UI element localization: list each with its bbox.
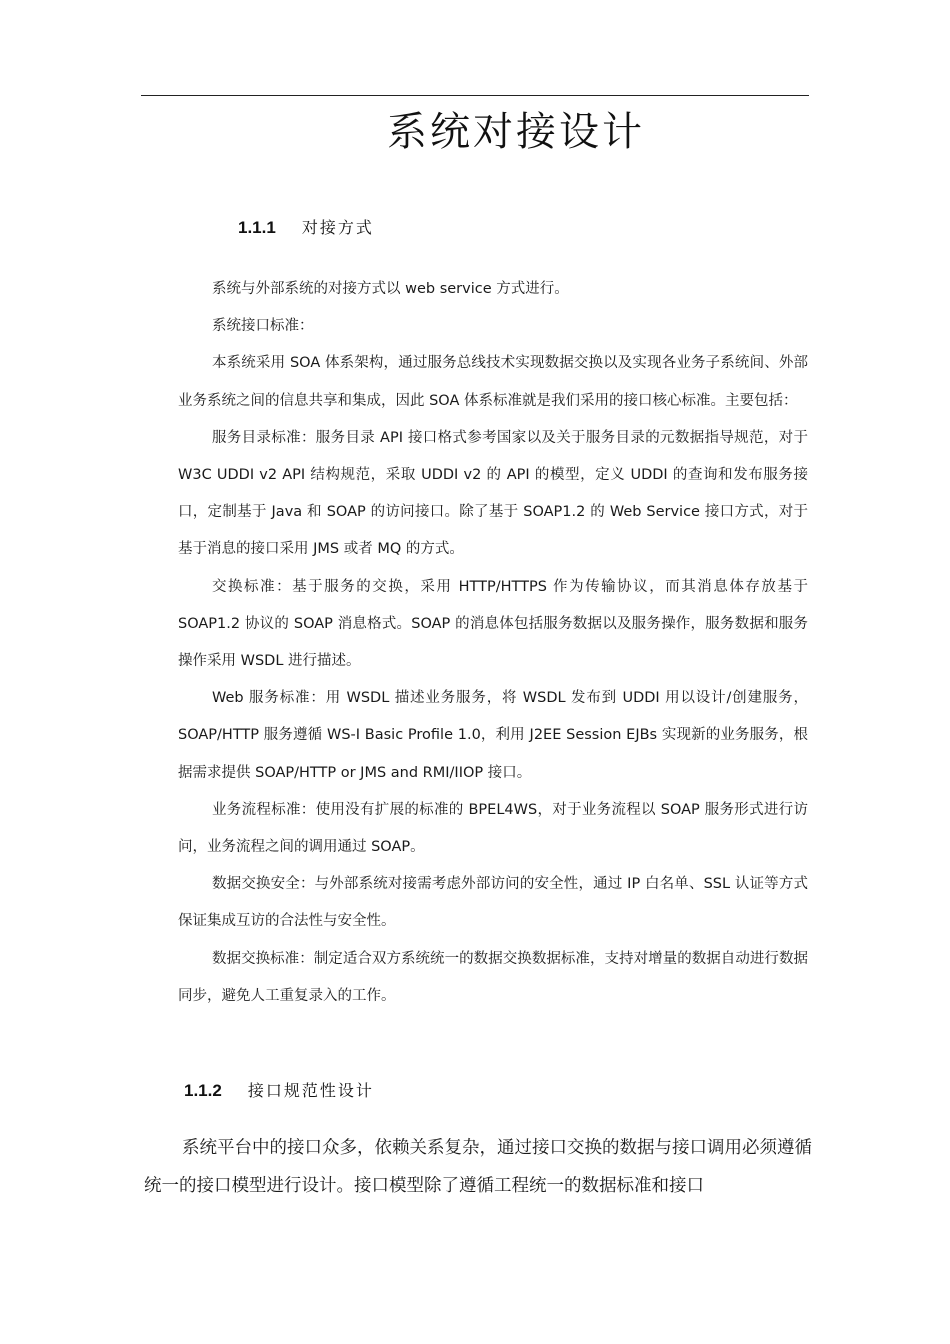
paragraph: 系统与外部系统的对接方式以 web service 方式进行。: [212, 281, 569, 297]
section-body-1-1-1: [178, 271, 808, 1015]
header-rule: [141, 95, 809, 96]
section-number: 1.1.1: [238, 218, 276, 237]
paragraph: 系统平台中的接口众多，依赖关系复杂，通过接口交换的数据与接口调用必须遵循统一的接口模型进行设计。接口模型除了遵循工程统一的数据标准和接口: [144, 1138, 812, 1196]
document-title: 系统对接设计: [387, 109, 645, 155]
section-heading-1-1-1: [238, 214, 374, 242]
paragraph: 交换标准：基于服务的交换，采用 HTTP/HTTPS 作为传输协议，而其消息体存放基于 SOAP1.2 协议的 SOAP 消息格式。SOAP 的消息体包括服务数据以及服务操作，服务数据和服务操作采用 WSDL 进行描述。: [178, 578, 808, 670]
paragraph: 数据交换安全：与外部系统对接需考虑外部访问的安全性，通过 IP 白名单、SSL 认证等方式保证集成互访的合法性与安全性。: [178, 876, 808, 930]
section-heading-1-1-2: [184, 1077, 374, 1105]
paragraph: 数据交换标准：制定适合双方系统统一的数据交换数据标准，支持对增量的数据自动进行数据同步，避免人工重复录入的工作。: [178, 950, 808, 1004]
section-body-1-1-2: [144, 1129, 812, 1205]
paragraph: 本系统采用 SOA 体系架构，通过服务总线技术实现数据交换以及实现各业务子系统间、外部业务系统之间的信息共享和集成，因此 SOA 体系标准就是我们采用的接口核心标准。主要包括：: [178, 355, 808, 409]
section-number: 1.1.2: [184, 1081, 222, 1100]
section-title: 接口规范性设计: [247, 1081, 374, 1100]
paragraph: 服务目录标准：服务目录 API 接口格式参考国家以及关于服务目录的元数据指导规范，对于 W3C UDDI v2 API 结构规范，采取 UDDI v2 的 API 的模型，定义 UDDI 的查询和发布服务接口，定制基于 Java 和 SOAP 的访问接口。除了基于 SOAP1.2 的 Web Service 接口方式，对于基于消息的接口采用 JMS 或者 MQ 的方式。: [178, 429, 808, 558]
paragraph: 业务流程标准：使用没有扩展的标准的 BPEL4WS，对于业务流程以 SOAP 服务形式进行访问，业务流程之间的调用通过 SOAP。: [178, 801, 808, 856]
section-title: 对接方式: [301, 218, 374, 237]
paragraph: Web 服务标准：用 WSDL 描述业务服务，将 WSDL 发布到 UDDI 用以设计/创建服务，SOAP/HTTP 服务遵循 WS-I Basic Profile 1.0，利用 J2EE Session EJBs 实现新的业务服务，根据需求提供 SOAP/HTTP or JMS and RMI/IIOP 接口。: [178, 690, 808, 781]
paragraph: 系统接口标准：: [212, 318, 314, 335]
